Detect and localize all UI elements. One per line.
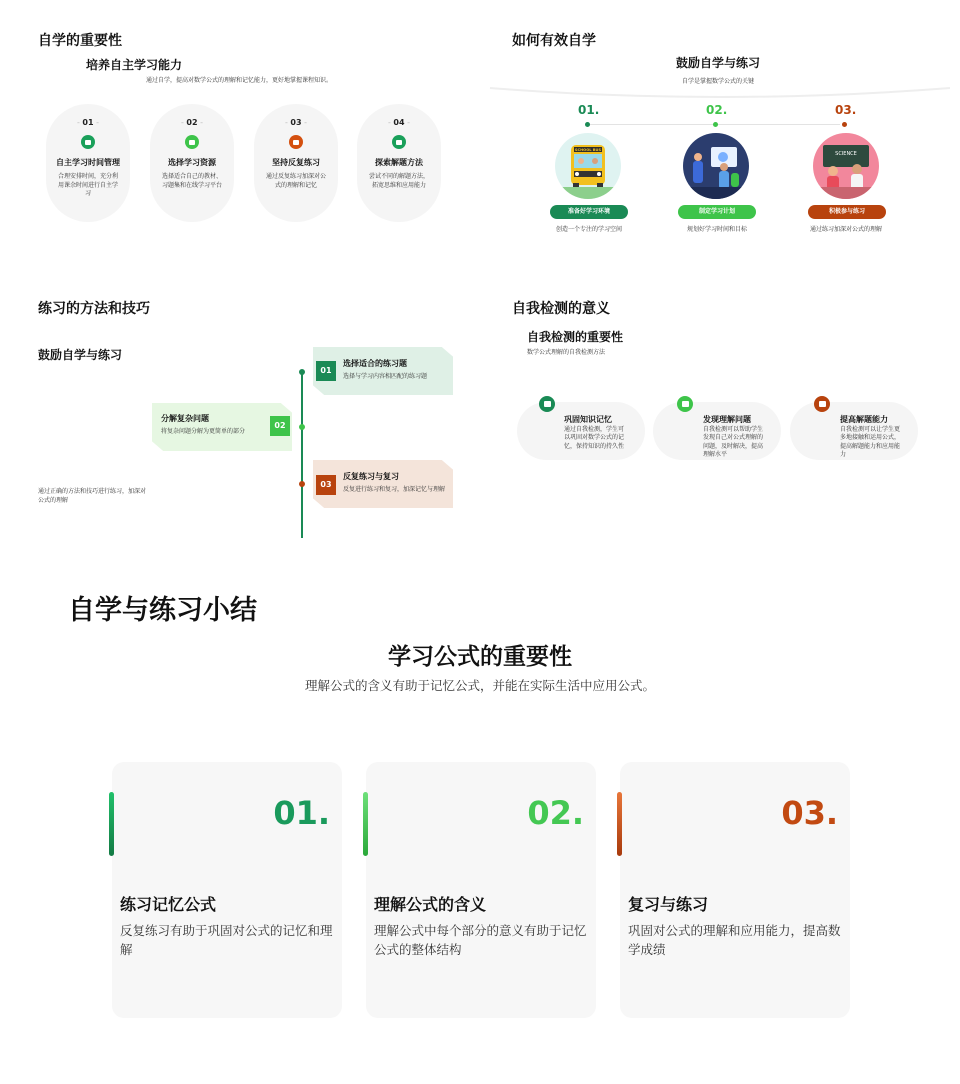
summary-desc: 理解公式的含义有助于记忆公式，并能在实际生活中应用公式。 <box>304 678 655 693</box>
step-label-button[interactable]: 制定学习计划 <box>678 205 756 219</box>
card-desc: 巩固对公式的理解和应用能力，提高数学成绩 <box>628 923 841 957</box>
section-desc: 自学是掌握数学公式的关键 <box>682 78 755 85</box>
pill-desc: 合理安排时间，充分利用课余时间进行自主学习 <box>58 173 119 198</box>
accent-bar <box>109 792 114 856</box>
summary-card <box>112 762 342 1018</box>
step-number: 02. <box>706 103 728 117</box>
section-subtitle: 自我检测的重要性 <box>527 330 624 344</box>
timeline-dot <box>299 424 305 430</box>
clock-icon <box>81 135 95 149</box>
memory-icon <box>539 396 555 412</box>
summary-card <box>620 762 850 1018</box>
check-title: 巩固知识记忆 <box>564 415 612 424</box>
pill-card: - 01 - 自主学习时间管理 合理安排时间，充分利用课余时间进行自主学习 <box>46 104 130 222</box>
arc-divider <box>480 80 960 100</box>
section-title: 如何有效自学 <box>512 33 596 49</box>
card-title: 复习与练习 <box>628 895 709 914</box>
section-desc: 数学公式理解的自我检测方法 <box>527 349 606 356</box>
method-number: 02 <box>270 416 290 436</box>
card-number: 01. <box>273 794 330 832</box>
method-title: 选择适合的练习题 <box>343 359 407 368</box>
card-number: 02. <box>527 794 584 832</box>
method-title: 反复练习与复习 <box>343 472 399 481</box>
ability-icon <box>814 396 830 412</box>
check-desc: 自我检测可以帮助学生发现自己对公式理解的问题，及时解决，提高理解水平 <box>703 426 764 459</box>
pill-title: 选择学习资源 <box>168 158 216 167</box>
classroom-illustration <box>813 133 879 199</box>
section-subtitle: 培养自主学习能力 <box>86 58 183 72</box>
book-icon <box>185 135 199 149</box>
section-subtitle: 鼓励自学与练习 <box>38 348 123 362</box>
section-desc: 通过正确的方法和技巧进行练习，加深对公式的理解 <box>38 488 147 504</box>
summary-card <box>366 762 596 1018</box>
card-title: 理解公式的含义 <box>374 895 487 914</box>
section-title: 自我检测的意义 <box>512 301 610 317</box>
summary-title: 自学与练习小结 <box>68 595 257 626</box>
check-title: 提高解题能力 <box>840 415 888 424</box>
check-desc: 自我检测可以让学生更多地接触和运用公式，提高解题能力和应用能力 <box>840 426 901 459</box>
step-number: 03. <box>835 103 857 117</box>
step-label-button[interactable]: 准备好学习环境 <box>550 205 628 219</box>
pill-title: 探索解题方法 <box>375 158 423 167</box>
school-bus-illustration <box>555 133 621 199</box>
step-caption: 规划好学习时间和目标 <box>686 226 747 233</box>
card-title: 练习记忆公式 <box>120 895 217 914</box>
pill-card: - 04 - 探索解题方法 尝试不同的解题方法，拓宽思维和应用能力 <box>357 104 441 222</box>
check-title: 发现理解问题 <box>703 415 751 424</box>
accent-bar <box>617 792 622 856</box>
step-number: 01. <box>578 103 600 117</box>
bus-sign-text: SCHOOL BUS <box>574 148 602 153</box>
summary-subtitle: 学习公式的重要性 <box>388 644 572 670</box>
timeline-dot <box>299 369 305 375</box>
method-title: 分解复杂问题 <box>161 414 209 423</box>
pill-card: - 02 - 选择学习资源 选择适合自己的教材、习题集和在线学习平台 <box>150 104 234 222</box>
pill-title: 自主学习时间管理 <box>56 158 120 167</box>
pill-desc: 尝试不同的解题方法，拓宽思维和应用能力 <box>369 173 430 189</box>
method-desc: 将复杂问题分解为更简单的部分 <box>161 428 246 435</box>
method-desc: 反复进行练习和复习，加深记忆与理解 <box>343 486 446 493</box>
check-desc: 通过自我检测，学生可以巩固对数学公式的记忆，保持知识的持久性 <box>564 426 625 450</box>
section-title: 自学的重要性 <box>38 33 122 49</box>
section-title: 练习的方法和技巧 <box>38 301 150 317</box>
timeline-dot <box>713 122 718 127</box>
pill-card: - 03 - 坚持反复练习 通过反复练习加深对公式的理解和记忆 <box>254 104 338 222</box>
timeline-axis <box>301 370 303 538</box>
timeline-dot <box>842 122 847 127</box>
step-label-button[interactable]: 积极参与练习 <box>808 205 886 219</box>
pill-desc: 通过反复练习加深对公式的理解和记忆 <box>266 173 327 189</box>
method-number: 03 <box>316 475 336 495</box>
study-plan-illustration <box>683 133 749 199</box>
step-caption: 通过练习加深对公式的理解 <box>809 226 882 233</box>
board-text: SCIENCE <box>835 151 857 157</box>
pill-title: 坚持反复练习 <box>272 158 320 167</box>
method-number: 01 <box>316 361 336 381</box>
step-caption: 创造一个专注的学习空间 <box>555 226 622 233</box>
pill-desc: 选择适合自己的教材、习题集和在线学习平台 <box>162 173 223 189</box>
search-icon <box>392 135 406 149</box>
timeline-dot <box>299 481 305 487</box>
method-desc: 选择与学习内容相匹配的练习题 <box>343 373 428 380</box>
card-desc: 反复练习有助于巩固对公式的记忆和理解 <box>120 923 333 957</box>
card-desc: 理解公式中每个部分的意义有助于记忆公式的整体结构 <box>374 923 587 957</box>
repeat-icon <box>289 135 303 149</box>
card-number: 03. <box>781 794 838 832</box>
section-subtitle: 鼓励自学与练习 <box>676 56 761 70</box>
section-desc: 通过自学，提高对数学公式的理解和记忆能力，更好地掌握课程知识。 <box>146 77 333 84</box>
timeline-dot <box>585 122 590 127</box>
accent-bar <box>363 792 368 856</box>
target-icon <box>677 396 693 412</box>
